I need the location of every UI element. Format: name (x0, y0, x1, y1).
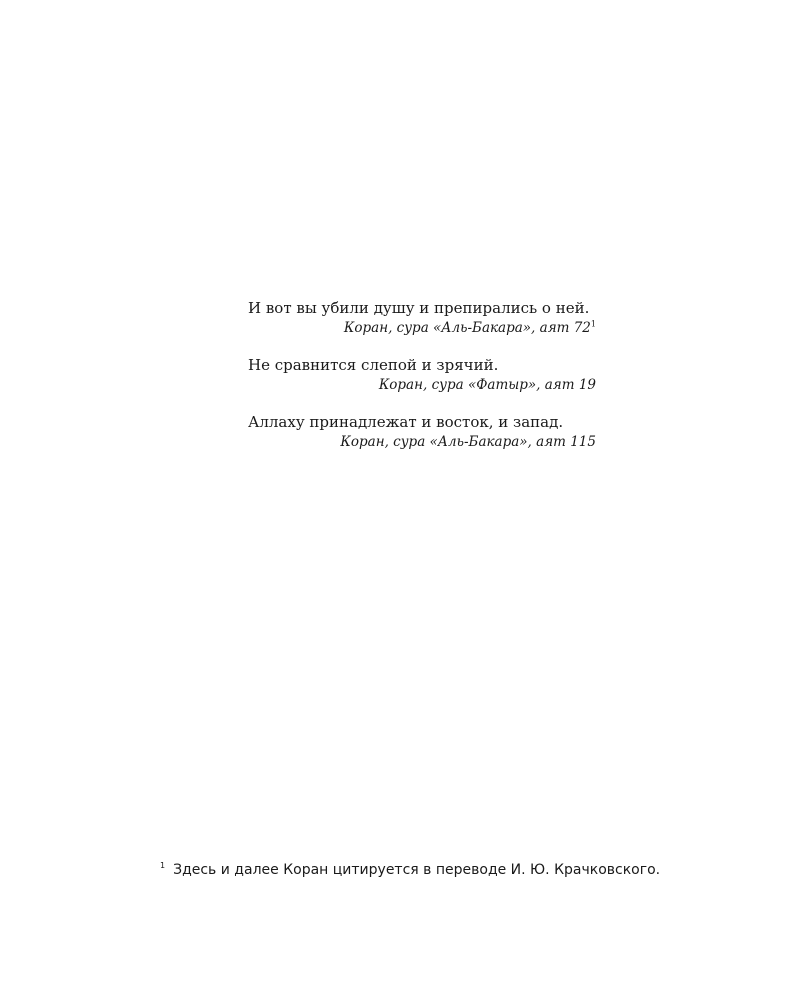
epigraph-block (248, 298, 596, 469)
epigraph-source: Коран, сура «Фатыр», аят 19 (378, 377, 596, 393)
epigraph-source-text: Коран, сура «Аль-Бакара», аят 72 (343, 320, 591, 336)
epigraph (248, 298, 596, 338)
footnote-mark: 1 (160, 861, 166, 871)
epigraph-source (248, 318, 596, 338)
epigraph-quote: Не сравнится слепой и зрячий. (248, 356, 499, 374)
footnote-text: Здесь и далее Коран цитируется в переводе И. Ю. Крачковского. (173, 862, 661, 878)
epigraph-source: Коран, сура «Аль-Бакара», аят 115 (340, 434, 596, 450)
footnote-reference[interactable]: 1 (590, 319, 596, 329)
footnote (160, 860, 720, 880)
epigraph (248, 355, 596, 395)
epigraph (248, 412, 596, 452)
epigraph-quote: Аллаху принадлежат и восток, и запад. (248, 413, 564, 431)
epigraph-quote: И вот вы убили душу и препирались о ней. (248, 299, 590, 317)
